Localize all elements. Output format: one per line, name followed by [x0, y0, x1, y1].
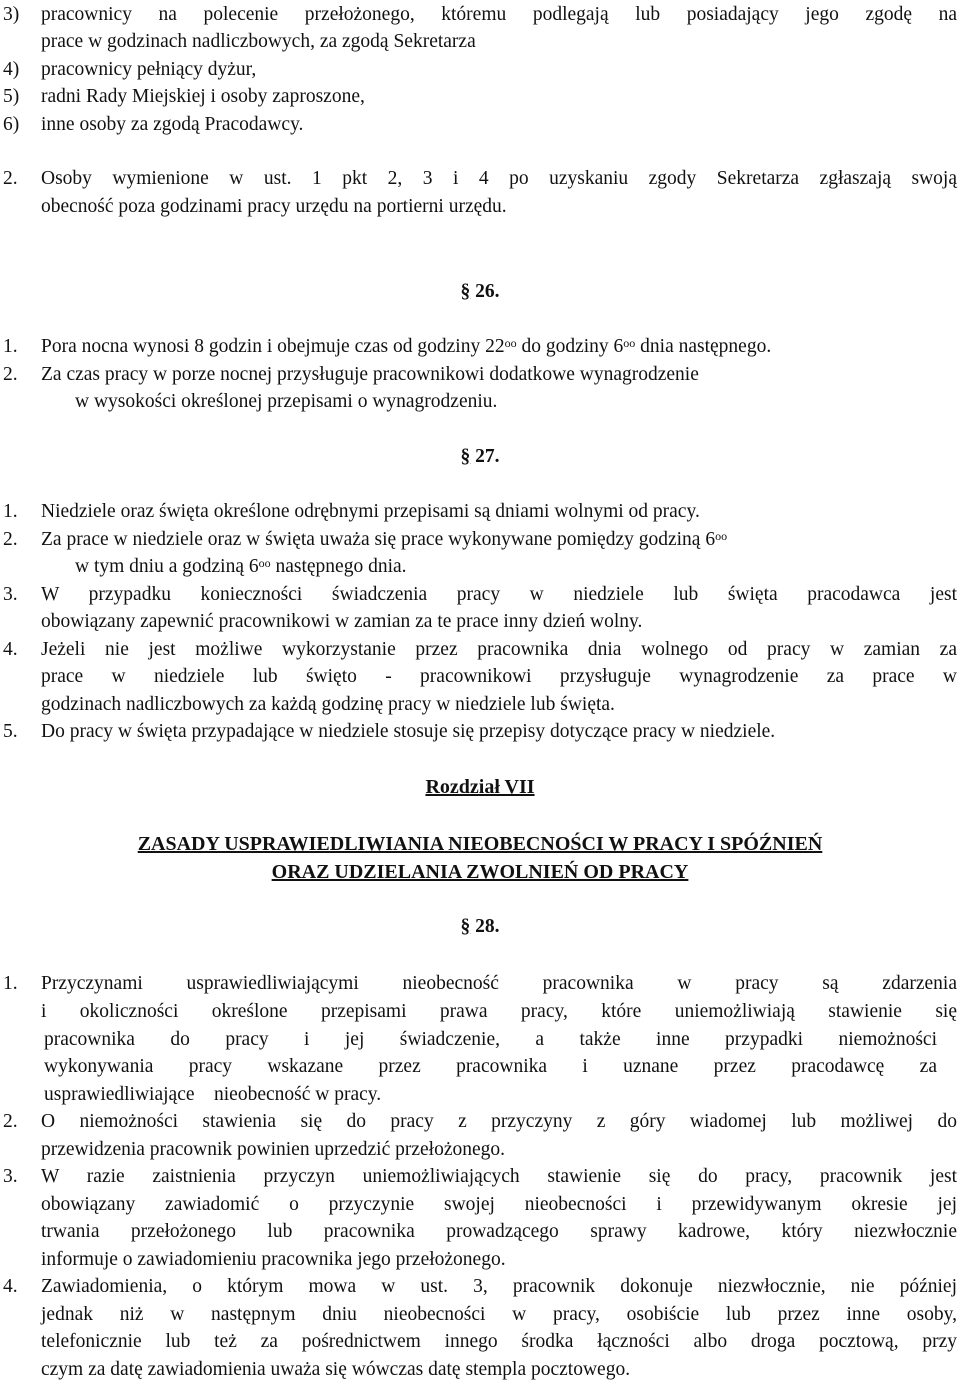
point-text: O niemożności stawienia się do pracy z przyczyny z góry wiadomej lub możliwej do [41, 1111, 957, 1132]
point-text: i okoliczności określone przepisami prawa pracy, które uniemożliwiają stawienie się [41, 1001, 957, 1022]
point-text: obowiązany zawiadomić o przyczynie swojej nieobecności i przewidywanym okresie jej [41, 1194, 957, 1215]
point-text: pracownika do pracy i jej świadczenie, a także inne przypadki niemożności [44, 1029, 937, 1050]
point-text: w wysokości określonej przepisami o wynagrodzeniu. [75, 391, 498, 412]
paragraph-sign [0, 443, 960, 470]
chapter-heading: ZASADY USPRAWIEDLIWIANIA NIEOBECNOŚCI W PRACY I SPÓŹNIEŃ [137, 833, 823, 855]
point-text: W przypadku konieczności świadczenia pracy w niedziele lub święta pracodawca jest [41, 584, 957, 605]
point-text: Jeżeli nie jest możliwe wykorzystanie przez pracownika dnia wolnego od pracy w zamian za [41, 639, 957, 660]
point-text: Do pracy w święta przypadające w niedziele stosuje się przepisy dotyczące pracy w niedziele. [41, 721, 776, 742]
item-number: 6) [3, 114, 20, 135]
point-text: w tym dniu a godziną $6^{oo}$ następnego dnia. [75, 556, 407, 577]
section-symbol: § [460, 281, 471, 302]
paragraph-sign [0, 278, 960, 305]
point-number: 3. [3, 1166, 18, 1187]
point-number: 2. [3, 529, 18, 550]
point-text: obowiązany zapewnić pracownikowi w zamian za te prace inny dzień wolny. [41, 611, 643, 632]
point-text: godzinach nadliczbowych za każdą godzinę pracy w niedziele lub święta. [41, 694, 615, 715]
item-number: 5) [3, 86, 20, 107]
point-number: 1. [3, 973, 18, 994]
point-number: 4. [3, 1276, 18, 1297]
point-number: 4. [3, 639, 18, 660]
point-text: Niedziele oraz święta określone odrębnymi przepisami są dniami wolnymi od pracy. [41, 501, 700, 522]
point-number: 2. [3, 364, 18, 385]
point-text: Za prace w niedziele oraz w święta uważa się prace wykonywane pomiędzy godziną $6^{oo}$ [41, 529, 728, 550]
item-text: pracownicy na polecenie przełożonego, któremu podlegają lub posiadający jego zgodę na [41, 4, 957, 25]
item-text: prace w godzinach nadliczbowych, za zgodą Sekretarza [41, 31, 476, 52]
point-text: prace w niedziele lub święto - pracownikowi przysługuje wynagrodzenie za prace w [41, 666, 957, 687]
item-text: radni Rady Miejskiej i osoby zaproszone, [41, 86, 365, 107]
point-text: czym za datę zawiadomienia uważa się wówczas datę stempla pocztowego. [41, 1359, 631, 1380]
point-text: obecność poza godzinami pracy urzędu na portierni urzędu. [41, 196, 507, 217]
item-number: 4) [3, 59, 20, 80]
point-number: 2. [3, 168, 18, 189]
point-text: Osoby wymienione w ust. 1 pkt 2, 3 i 4 po uzyskaniu zgody Sekretarza zgłaszają swoją [41, 168, 957, 189]
point-text: przewidzenia pracownik powinien uprzedzić przełożonego. [41, 1139, 506, 1160]
point-text: usprawiedliwiające nieobecność w pracy. [44, 1084, 382, 1105]
chapter-heading: ORAZ UDZIELANIA ZWOLNIEŃ OD PRACY [271, 861, 689, 883]
point-text: Zawiadomienia, o którym mowa w ust. 3, pracownik dokonuje niezwłocznie, nie później [41, 1276, 957, 1297]
paragraph-number: 28. [475, 916, 500, 937]
item-text: pracownicy pełniący dyżur, [41, 59, 257, 80]
point-number: 1. [3, 501, 18, 522]
paragraph-number: 26. [475, 281, 500, 302]
point-text: jednak niż w następnym dniu nieobecności w pracy, osobiście lub przez inne osoby, [41, 1304, 957, 1325]
chapter-title: Rozdział VII [425, 776, 535, 798]
point-text: wykonywania pracy wskazane przez pracownika i uznane przez pracodawcę za [44, 1056, 937, 1077]
paragraph-number: 27. [475, 446, 500, 467]
item-text: inne osoby za zgodą Pracodawcy. [41, 114, 304, 135]
point-text: informuje o zawiadomieniu pracownika jego przełożonego. [41, 1249, 506, 1270]
point-text: Przyczynami usprawiedliwiającymi nieobecność pracownika w pracy są zdarzenia [41, 973, 957, 994]
section-symbol: § [460, 446, 471, 467]
point-text: telefonicznie lub też za pośrednictwem innego środka łączności albo droga pocztową, przy [41, 1331, 957, 1352]
point-number: 5. [3, 721, 18, 742]
point-number: 1. [3, 336, 18, 357]
point-text: Za czas pracy w porze nocnej przysługuje pracownikowi dodatkowe wynagrodzenie [41, 364, 699, 385]
point-text: trwania przełożonego lub pracownika prowadzącego sprawy kadrowe, który niezwłocznie [41, 1221, 957, 1242]
point-text: Pora nocna wynosi 8 godzin i obejmuje czas od godziny $22^{oo}$ do godziny $6^{oo}$ dnia następnego. [41, 336, 772, 357]
item-number: 3) [3, 4, 20, 25]
point-text: W razie zaistnienia przyczyn uniemożliwiających stawienie się do pracy, pracownik jest [41, 1166, 957, 1187]
paragraph-sign [0, 913, 960, 940]
point-number: 3. [3, 584, 18, 605]
section-symbol: § [460, 916, 471, 937]
point-number: 2. [3, 1111, 18, 1132]
